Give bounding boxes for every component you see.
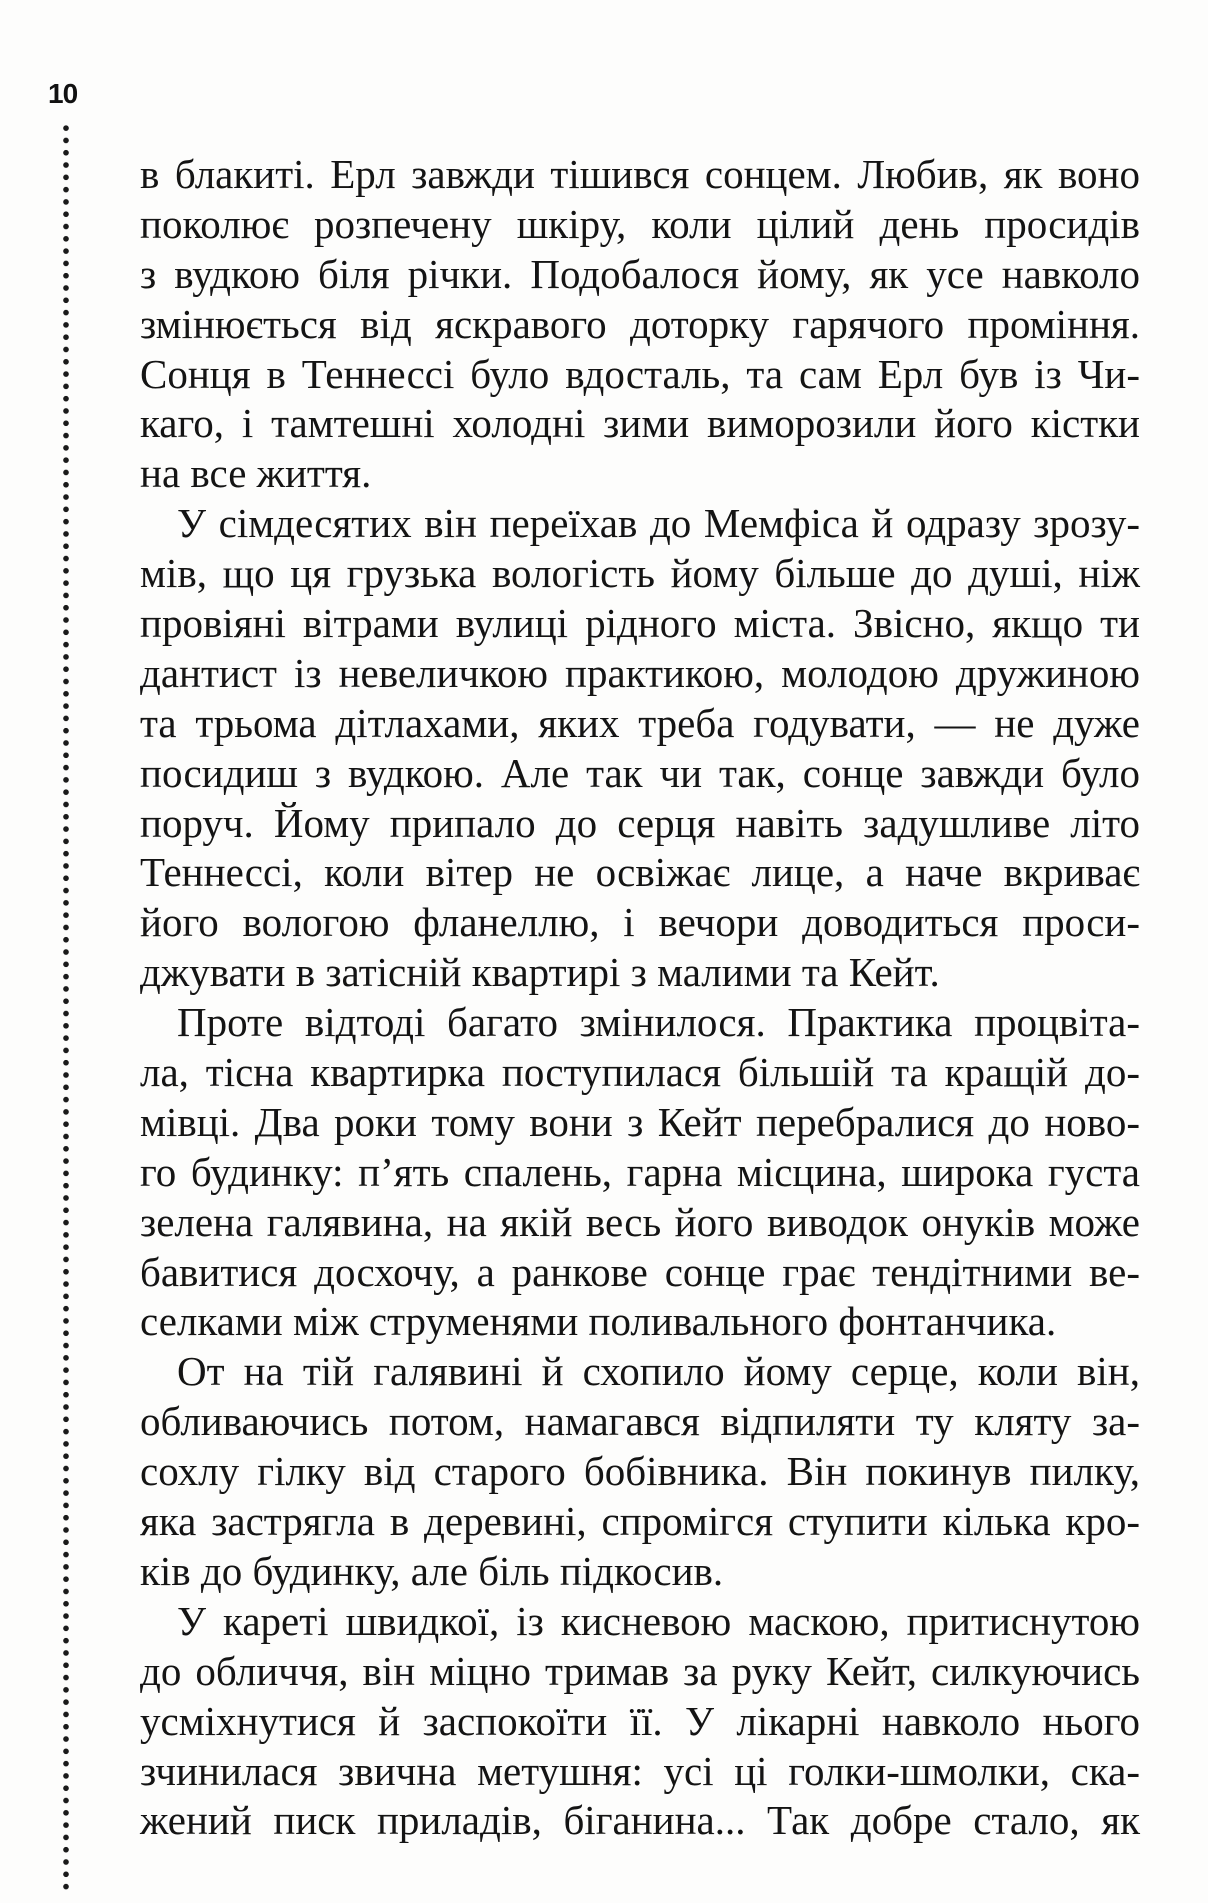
text-line: го будинку: п’ять спалень, гарна місцина, широка густа (140, 1148, 1140, 1195)
text-line: сохлу гілку від старого бобівника. Він покинув пилку, (140, 1448, 1140, 1495)
text-line: зчинилася звична метушня: усі ці голки-шмолки, ска- (140, 1747, 1140, 1794)
text-line: зелена галявина, на якій весь його виводок онуків може (140, 1198, 1140, 1245)
text-line: до обличчя, він міцно тримав за руку Кейт, силкуючись (140, 1647, 1140, 1694)
text-line: жений писк приладів, біганина... Так добре стало, як (140, 1797, 1140, 1844)
paragraph (140, 499, 1140, 998)
text-line: в блакиті. Ерл завжди тішився сонцем. Любив, як воно (140, 151, 1140, 197)
text-line: дантист із невеличкою практикою, молодою дружиною (140, 649, 1140, 696)
text-line: та трьома дітлахами, яких треба годувати, — не дуже (140, 699, 1140, 746)
text-line: мів, що ця грузька вологість йому більше до душі, ніж (140, 550, 1140, 597)
text-line: мівці. Два роки тому вони з Кейт перебралися до ново- (140, 1098, 1140, 1145)
paragraph (140, 150, 1140, 499)
text-line: От на тій галявині й схопило йому серце, коли він, (177, 1348, 1140, 1395)
text-line: ла, тісна квартирка поступилася більшій та кращій до- (140, 1049, 1140, 1096)
text-line: У кареті швидкої, із кисневою маскою, притиснутою (177, 1597, 1140, 1644)
text-line: каго, і тамтешні холодні зими виморозили його кістки (140, 400, 1140, 447)
text-line: провіяні вітрами вулиці рідного міста. Звісно, якщо ти (140, 600, 1140, 647)
text-line: У сімдесятих він переїхав до Мемфіса й одразу зрозу- (177, 500, 1140, 547)
text-line: з вудкою біля річки. Подобалося йому, як усе навколо (140, 250, 1140, 297)
body-text (140, 150, 1140, 1846)
text-line: на все життя. (140, 450, 372, 497)
text-line: змінюється від яскравого доторку гарячого проміння. (140, 300, 1140, 347)
text-line: поруч. Йому припало до серця навіть задушливе літо (140, 799, 1140, 846)
text-line: поколює розпечену шкіру, коли цілий день просидів (140, 200, 1140, 247)
text-line: його вологою фланеллю, і вечори доводиться проси- (140, 899, 1140, 946)
text-line: джувати в затісній квартирі з малими та Кейт. (140, 949, 940, 996)
text-line: посидиш з вудкою. Але так чи так, сонце завжди було (140, 749, 1140, 796)
text-line: Проте відтоді багато змінилося. Практика процвіта- (177, 999, 1140, 1046)
dotted-margin-rule (62, 122, 70, 1890)
text-line: усміхнутися й заспокоїти її. У лікарні навколо нього (140, 1697, 1140, 1744)
paragraph (140, 1347, 1140, 1596)
text-line: обливаючись потом, намагався відпиляти ту кляту за- (140, 1398, 1140, 1445)
text-line: Теннессі, коли вітер не освіжає лице, а наче вкриває (140, 849, 1140, 896)
text-line: Сонця в Теннессі було вдосталь, та сам Ерл був із Чи- (140, 350, 1140, 397)
paragraph (140, 1597, 1140, 1846)
text-line: бавитися досхочу, а ранкове сонце грає тендітними ве- (140, 1248, 1140, 1295)
text-line: яка застрягла в деревині, спромігся ступити кілька кро- (140, 1498, 1140, 1545)
paragraph (140, 998, 1140, 1347)
page-number: 10 (48, 78, 78, 109)
text-line: селками між струменями поливального фонтанчика. (140, 1298, 1057, 1345)
text-line: ків до будинку, але біль підкосив. (140, 1547, 724, 1594)
